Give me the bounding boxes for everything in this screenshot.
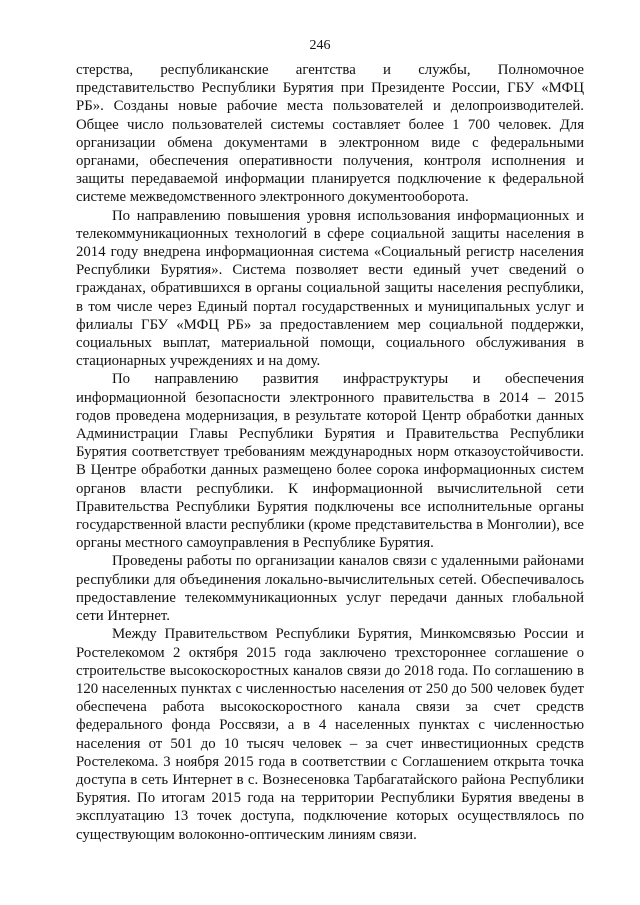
page-number: 246 (309, 38, 331, 53)
paragraph-communication-channels: Проведены работы по организации каналов связи с удаленными районами республики для объединения локально-вычислительных сетей. Обеспечивалось предоставление телекоммуникационных услуг передачи данных глобальной сети Интернет. (76, 553, 584, 625)
paragraph-agreement: Между Правительством Республики Бурятия, Минкомсвязью России и Ростелекомом 2 октября 2015 года заключено трехстороннее соглашение о строительстве высокоскоростных каналов связи до 2018 года. По соглашению в 120 населенных пунктах с численностью населения от 250 до 500 человек будет обеспечена работа высокоскоростного канала связи за счет средств федерального фонда Россвязи, а в 4 населенных пунктах с численностью населения от 501 до 10 тысяч человек – за счет инвестиционных средств Ростелекома. 3 ноября 2015 года в соответствии с Соглашением открыта точка доступа в сеть Интернет в с. Вознесеновка Тарбагатайского района Республики Бурятия. По итогам 2015 года на территории Республики Бурятия введены в эксплуатацию 13 точек доступа, подключение которых осуществлялось по существующим волоконно-оптическим линиям связи. (76, 626, 584, 843)
paragraph-social-register: По направлению повышения уровня использования информационных и телекоммуникационных технологий в сфере социальной защиты населения в 2014 году внедрена информационная система «Социальный регистр населения Республики Бурятия». Система позволяет вести единый учет сведений о гражданах, обратившихся в органы социальной защиты населения республики, в том числе через Единый портал государственных и муниципальных услуг и филиалы ГБУ «МФЦ РБ» за предоставлением мер социальной поддержки, социальных выплат, материальной помощи, социального обслуживания в стационарных учреждениях и на дому. (76, 207, 584, 370)
paragraph-continuation: стерства, республиканские агентства и службы, Полномочное представительство Республики Бурятия при Президенте России, ГБУ «МФЦ РБ». Созданы новые рабочие места пользователей и делопроизводителей. Общее число пользователей системы составляет более 1 700 человек. Для организации обмена документами в электронном виде с федеральными органами, обеспечения оперативности получения, контроля исполнения и защиты передаваемой информации планируется подключение к федеральной системе межведомственного электронного документооборота. (76, 62, 584, 206)
page-body (76, 61, 584, 844)
paragraph-infrastructure: По направлению развития инфраструктуры и обеспечения информационной безопасности электронного правительства в 2014 – 2015 годов проведена модернизация, в результате которой Центр обработки данных Администрации Главы Республики Бурятия и Правительства Республики Бурятия соответствует требованиям международных норм отказоустойчивости. В Центре обработки данных размещено более сорока информационных систем органов власти республики. К информационной вычислительной сети Правительства Республики Бурятия подключены все исполнительные органы государственной власти республики (кроме представительства в Монголии), все органы местного самоуправления в Республике Бурятия. (76, 371, 584, 552)
